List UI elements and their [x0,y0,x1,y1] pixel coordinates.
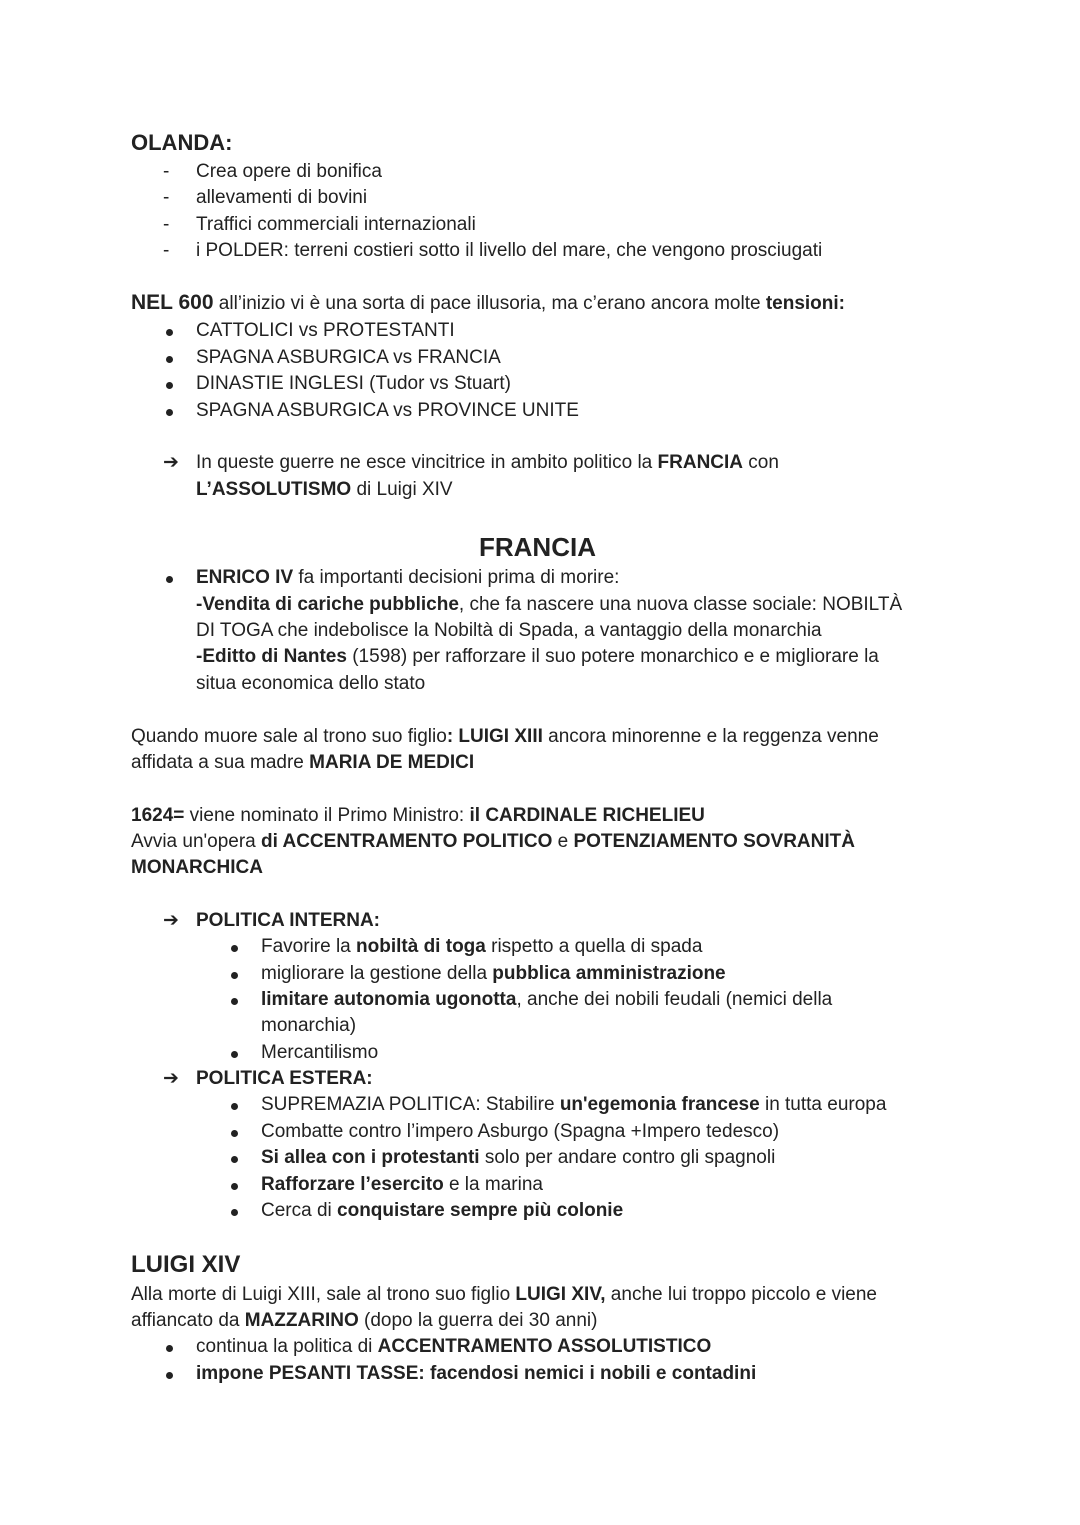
dash-marker: - [163,187,170,208]
bullet-icon [231,1198,238,1224]
bullet-icon [166,565,173,591]
luigi14-heading: LUIGI XIV [131,1251,241,1278]
richelieu-text: viene nominato il Primo Ministro: [184,805,470,826]
editto-bold: -Editto di Nantes [196,646,347,667]
arrow-text: In queste guerre ne esce vincitrice in ambito politico la [196,452,658,473]
olanda-item: allevamenti di bovini [196,187,368,208]
muore-text: affidata a sua madre [131,752,310,773]
avvia-text: Avvia un'opera [131,831,262,852]
luigi14-bold: MAZZARINO [244,1310,359,1331]
olanda-heading: OLANDA: [131,130,233,155]
muore-text: Quando muore sale al trono suo figlio [131,726,447,747]
nel600-bold: NEL 600 [131,291,214,314]
nel600-tensions: tensioni: [765,293,845,314]
olanda-item: Crea opere di bonifica [196,161,382,182]
cariche-bold: -Vendita di cariche pubbliche [196,594,459,615]
luigi14-bold: LUIGI XIV, [515,1284,606,1305]
estera-item: Combatte contro l’impero Asburgo (Spagna +Impero tedesco) [261,1121,780,1142]
luigi14-text: anche lui troppo piccolo e viene [605,1284,877,1305]
estera-bold: Rafforzare l’esercito [261,1174,444,1195]
interna-bold: nobiltà di toga [356,936,486,957]
luigi14-text: continua la politica di [196,1336,378,1357]
estera-text: Cerca di [261,1200,338,1221]
bullet-icon [231,1040,238,1066]
arrow-line-2 [196,477,453,503]
richelieu-bold: il CARDINALE RICHELIEU [469,805,705,826]
muore-bold: MARIA DE MEDICI [309,752,475,773]
arrow-text: con [743,452,779,473]
estera-item [261,1145,775,1171]
bullet-icon [231,1092,238,1118]
estera-title: POLITICA ESTERA: [196,1068,373,1089]
luigi14-para-1 [131,1282,877,1308]
dash-marker: - [163,240,170,261]
bullet-icon [231,987,238,1013]
arrow-text: di Luigi XIV [351,479,453,500]
arrow-icon: ➔ [163,1068,179,1089]
bullet-icon [231,1145,238,1171]
bullet-icon [166,371,173,397]
enrico-text: fa importanti decisioni prima di morire: [293,567,620,588]
estera-item [261,1198,623,1224]
bullet-icon [231,934,238,960]
luigi14-bold: impone PESANTI TASSE: facendosi nemici i nobili e contadini [196,1363,757,1384]
interna-text: rispetto a quella di spada [485,936,703,957]
cariche-text: , che fa nascere una nuova classe sociale: NOBILTÀ [458,594,903,615]
luigi14-item [196,1334,711,1360]
estera-heading [196,1066,373,1092]
avvia-bold: POTENZIAMENTO SOVRANITÀ [573,831,855,852]
tension-item: SPAGNA ASBURGICA vs FRANCIA [196,347,501,368]
luigi14-text: (dopo la guerra dei 30 anni) [358,1310,598,1331]
avvia-text: e [552,831,574,852]
arrow-icon: ➔ [163,910,179,931]
olanda-item: i POLDER: terreni costieri sotto il livello del mare, che vengono prosciugati [196,240,823,261]
interna-text: Favorire la [261,936,357,957]
estera-bold: Si allea con i protestanti [261,1147,480,1168]
luigi14-para-2 [131,1308,597,1334]
bullet-icon [166,1334,173,1360]
interna-title: POLITICA INTERNA: [196,910,381,931]
estera-bold: conquistare sempre più colonie [337,1200,624,1221]
bullet-icon [231,961,238,987]
enrico-line [196,565,619,591]
bullet-icon [166,318,173,344]
estera-item [261,1092,886,1118]
cariche-line [196,592,902,618]
avvia-line [131,829,855,855]
avvia-line-2 [131,855,263,881]
arrow-bold: L’ASSOLUTISMO [196,479,352,500]
bullet-icon [166,345,173,371]
luigi14-item [196,1361,756,1387]
luigi14-text: Alla morte di Luigi XIII, sale al trono suo figlio [131,1284,516,1305]
francia-heading: FRANCIA [479,532,596,562]
bullet-icon [231,1172,238,1198]
estera-text: e la marina [443,1174,543,1195]
nel600-paragraph [131,290,845,317]
avvia-bold: di ACCENTRAMENTO POLITICO [261,831,553,852]
interna-item [261,961,726,987]
arrow-bold: FRANCIA [657,452,744,473]
avvia-bold: MONARCHICA [131,857,263,878]
enrico-bold: ENRICO IV [196,567,294,588]
estera-text: in tutta europa [759,1094,887,1115]
estera-text: SUPREMAZIA POLITICA: Stabilire [261,1094,560,1115]
tension-item: SPAGNA ASBURGICA vs PROVINCE UNITE [196,400,579,421]
interna-bold: limitare autonomia ugonotta [261,989,517,1010]
dash-marker: - [163,214,170,235]
tension-item: CATTOLICI vs PROTESTANTI [196,320,455,341]
editto-line-2: situa economica dello stato [196,673,426,694]
estera-text: solo per andare contro gli spagnoli [479,1147,776,1168]
interna-item: Mercantilismo [261,1042,379,1063]
dash-marker: - [163,161,170,182]
tension-item: DINASTIE INGLESI (Tudor vs Stuart) [196,373,511,394]
muore-line-2 [131,750,474,776]
interna-bold: pubblica amministrazione [492,963,726,984]
cariche-line-2: DI TOGA che indebolisce la Nobiltà di Spada, a vantaggio della monarchia [196,620,822,641]
muore-text: ancora minorenne e la reggenza venne [542,726,879,747]
interna-item [261,934,702,960]
interna-text: migliorare la gestione della [261,963,493,984]
arrow-line-1 [196,450,779,476]
muore-bold: : LUIGI XIII [446,726,543,747]
estera-item [261,1172,543,1198]
arrow-icon: ➔ [163,452,179,473]
muore-line [131,724,879,750]
bullet-icon [166,398,173,424]
olanda-item: Traffici commerciali internazionali [196,214,476,235]
bullet-icon [231,1119,238,1145]
editto-line [196,644,879,670]
nel600-text: all’inizio vi è una sorta di pace illusoria, ma c’erano ancora molte [213,293,766,314]
estera-bold: un'egemonia francese [559,1094,760,1115]
interna-item-cont: monarchia) [261,1015,357,1036]
editto-text: (1598) per rafforzare il suo potere monarchico e e migliorare la [346,646,879,667]
luigi14-bold: ACCENTRAMENTO ASSOLUTISTICO [377,1336,712,1357]
interna-item [261,987,832,1013]
richelieu-line [131,803,705,829]
interna-text: , anche dei nobili feudali (nemici della [516,989,833,1010]
richelieu-year: 1624= [131,805,185,826]
luigi14-text: affiancato da [131,1310,245,1331]
interna-heading [196,908,380,934]
bullet-icon [166,1361,173,1387]
